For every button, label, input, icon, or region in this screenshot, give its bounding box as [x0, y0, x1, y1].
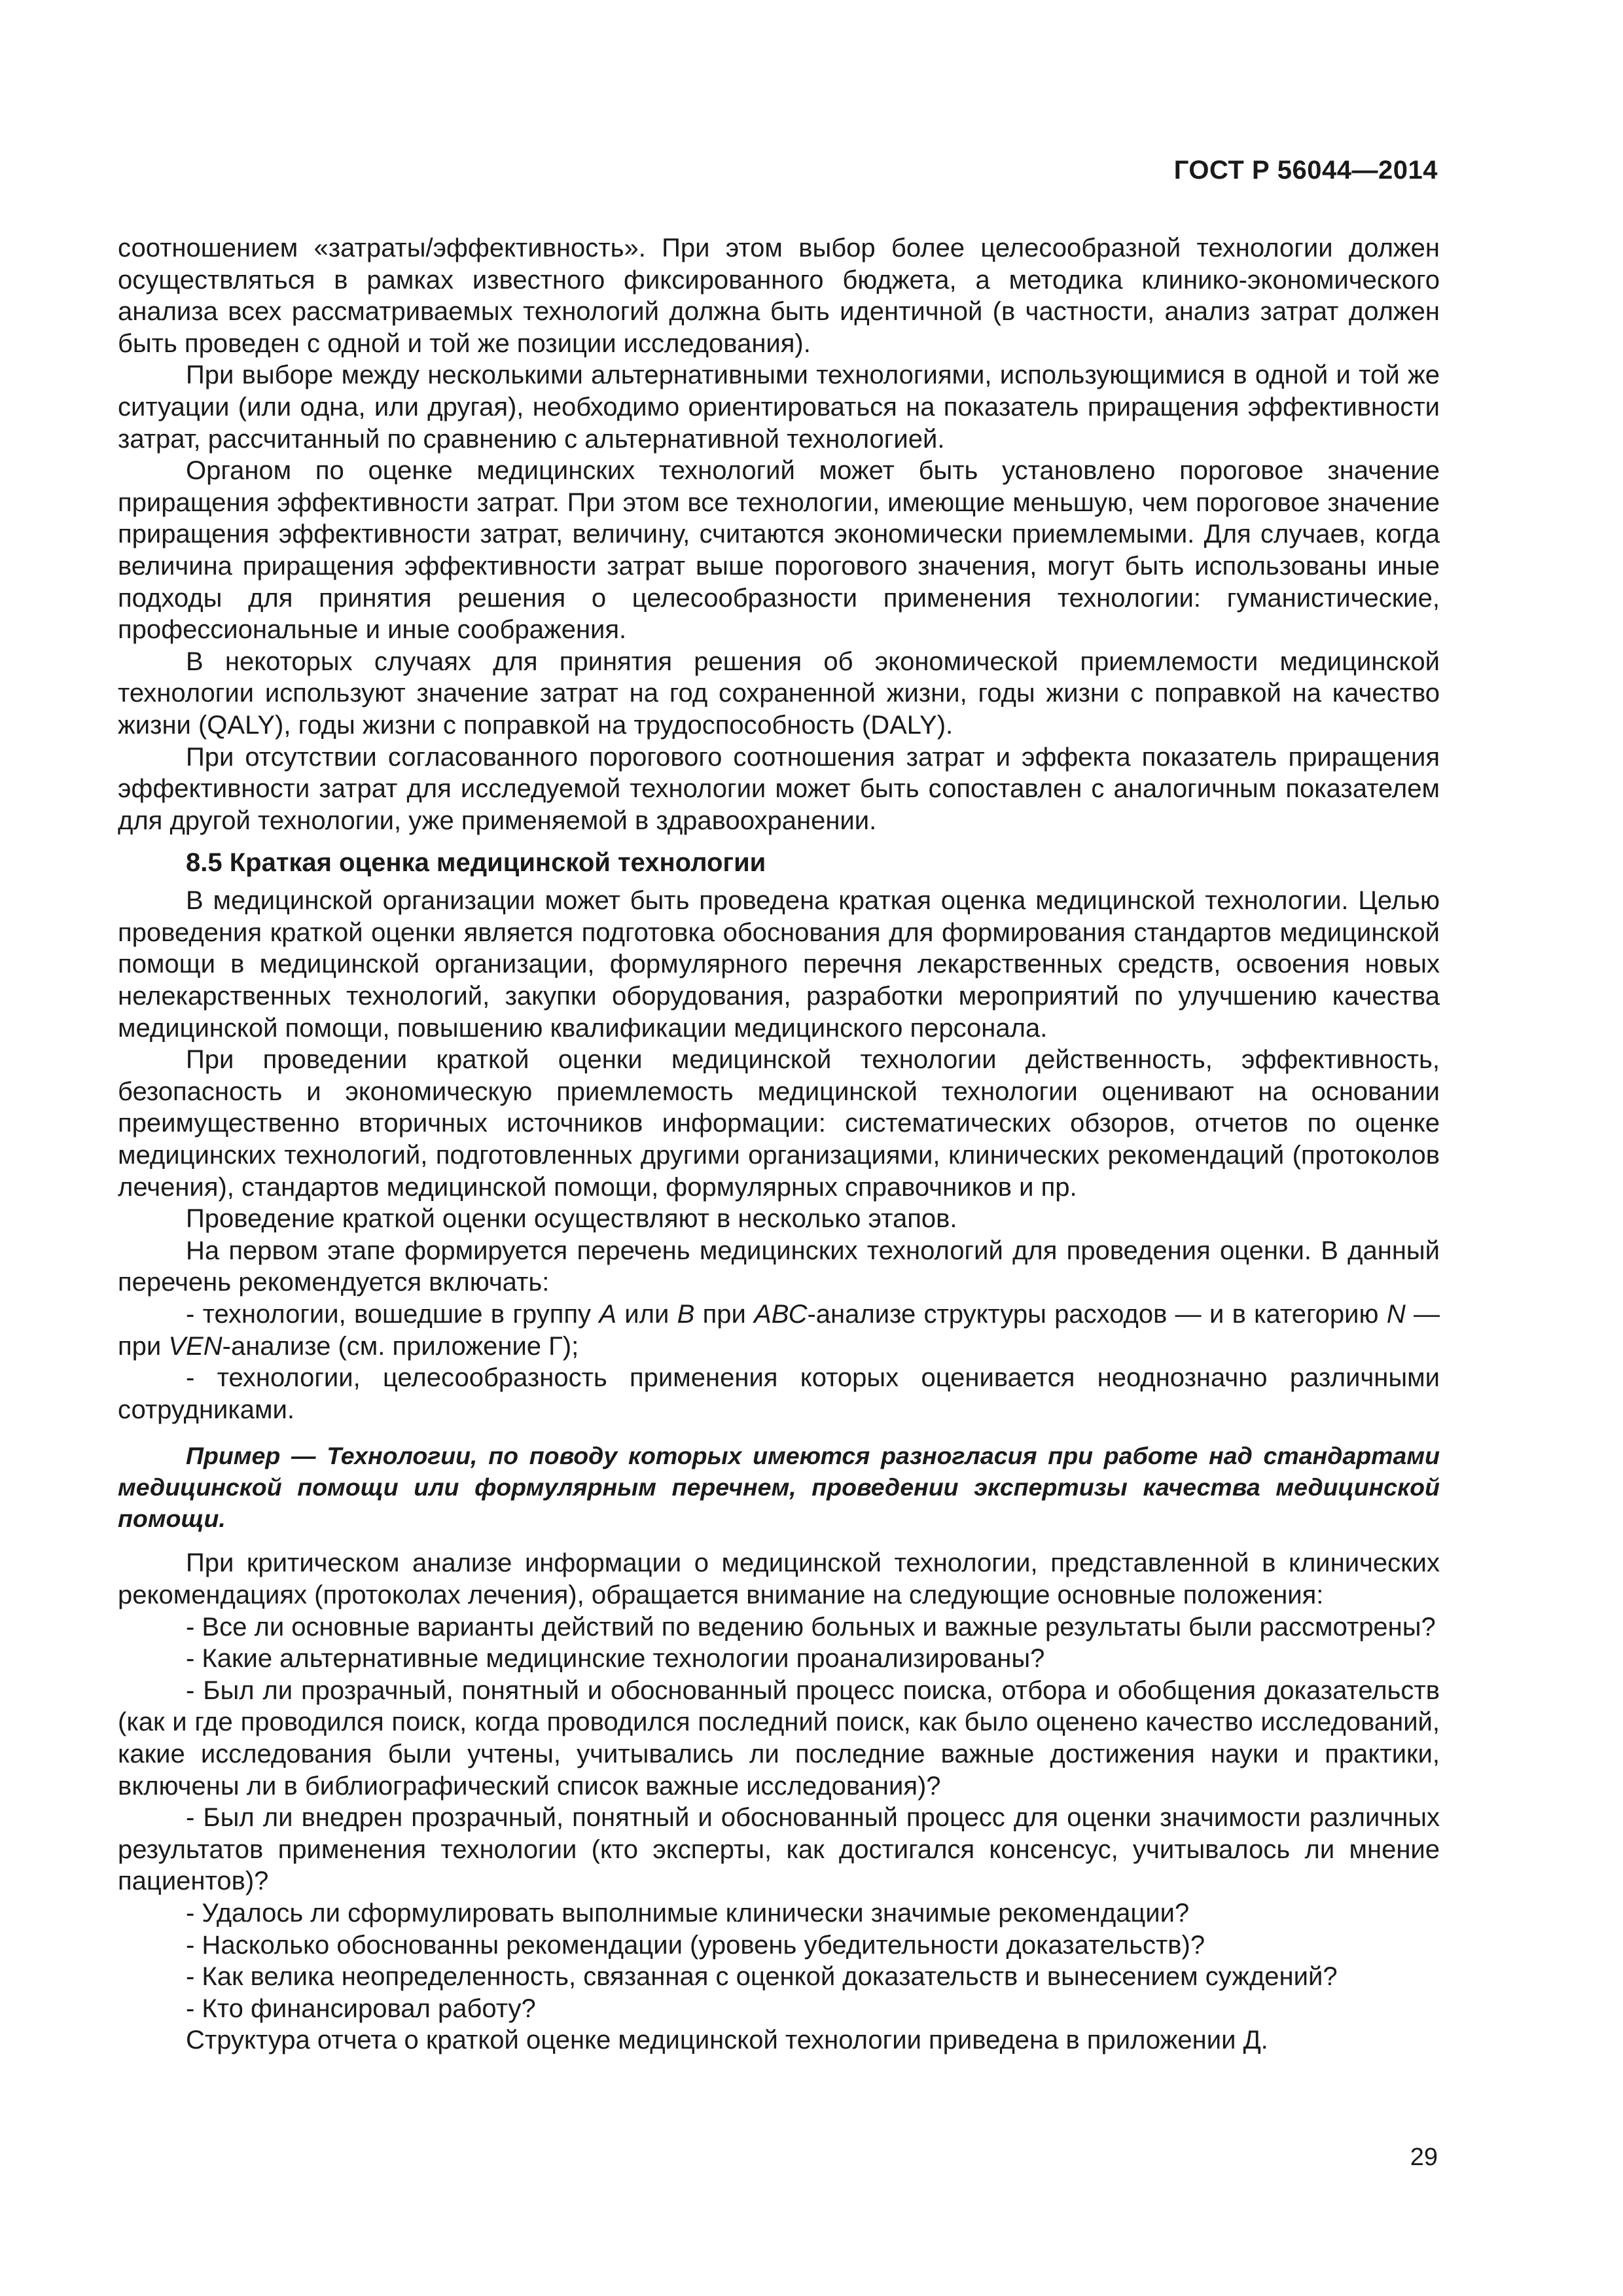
paragraph: При отсутствии согласованного порогового соотношения затрат и эффекта показатель приращения эффективности затрат для исследуемой технологии может быть сопоставлен с аналогичным показателем для другой технологии, уже применяемой в здравоохранении. [118, 742, 1440, 835]
list-item: - Насколько обоснованны рекомендации (уровень убедительности доказательств)? [186, 1930, 1205, 1960]
paragraph: Структура отчета о краткой оценке медицинской технологии приведена в приложении Д. [186, 2026, 1268, 2055]
paragraph: Органом по оценке медицинских технологий может быть установлено пороговое значение приращения эффективности затрат. При этом все технологии, имеющие меньшую, чем пороговое значение приращения эффективности затрат, величину, считаются экономически приемлемыми. Для случаев, когда величина приращения эффективности затрат выше порогового значения, могут быть использованы иные подходы для принятия решения о целесообразности применения технологии: гуманистические, профессиональные и иные соображения. [118, 456, 1440, 645]
list-item [118, 1299, 1440, 1362]
paragraph: В некоторых случаях для принятия решения об экономической приемлемости медицинской технологии используют значение затрат на год сохраненной жизни, годы жизни с поправкой на качество жизни (QALY), годы жизни с поправкой на трудоспособность (DALY). [118, 647, 1440, 740]
group-a-label: А [599, 1300, 617, 1329]
paragraph: В медицинской организации может быть проведена краткая оценка медицинской технологии. Целью проведения краткой оценки является подготовка обоснования для формирования стандартов медицинской помощи в медицинской организации, формулярного перечня лекарственных средств, освоения новых нелекарственных технологий, закупки оборудования, разработки мероприятий по улучшению качества медицинской помощи, повышению квалификации медицинского персонала. [118, 886, 1440, 1043]
paragraph: При выборе между несколькими альтернативными технологиями, использующимися в одной и той же ситуации (или одна, или другая), необходимо ориентироваться на показатель приращения эффективности затрат, рассчитанный по сравнению с альтернативной технологией. [118, 361, 1440, 454]
list-item-text: -анализе (см. приложение Г); [222, 1331, 579, 1361]
list-item-text: при [694, 1300, 755, 1329]
paragraph: соотношением «затраты/эффективность». При этом выбор более целесообразной технологии должен осуществляться в рамках известного фиксированного бюджета, а методика клинико-экономического анализа всех рассматриваемых технологий должна быть идентичной (в частности, анализ затрат должен быть проведен с одной и той же позиции исследования). [118, 234, 1440, 358]
list-item: - Как велика неопределенность, связанная с оценкой доказательств и вынесением суждений? [186, 1962, 1338, 1992]
ven-label: VEN [168, 1331, 223, 1361]
abc-label: АВС [754, 1300, 808, 1329]
list-item: - Был ли прозрачный, понятный и обоснованный процесс поиска, отбора и обобщения доказательств (как и где проводился поиск, когда проводился последний поиск, как было оценено качество исследований, какие исследования были учтены, учитывались ли последние важные достижения науки и практики, включены ли в библиографический список важные исследования)? [118, 1676, 1440, 1801]
list-item-text: или [616, 1300, 677, 1329]
category-n-label: N [1386, 1300, 1406, 1329]
list-item: - Все ли основные варианты действий по ведению больных и важные результаты были рассмотрены? [186, 1612, 1436, 1641]
list-item: - Был ли внедрен прозрачный, понятный и обоснованный процесс для оценки значимости различных результатов применения технологии (кто эксперты, как достигался консенсус, учитывалось ли мнение пациентов)? [118, 1803, 1440, 1896]
document-code-header: ГОСТ Р 56044—2014 [1173, 156, 1438, 185]
list-item: - Какие альтернативные медицинские технологии проанализированы? [186, 1644, 1045, 1674]
list-item-text: - технологии, вошедшие в группу [186, 1300, 599, 1329]
list-item-text: -анализе структуры расходов — и в категорию [807, 1300, 1387, 1329]
list-item-text: — при [118, 1300, 1440, 1361]
paragraph: При проведении краткой оценки медицинской технологии действенность, эффективность, безопасность и экономическую приемлемость медицинской технологии оценивают на основании преимущественно вторичных источников информации: систематических обзоров, отчетов по оценке медицинских технологий, подготовленных другими организациями, клинических рекомендаций (протоколов лечения), стандартов медицинской помощи, формулярных справочников и пр. [118, 1045, 1440, 1202]
list-item: - технологии, целесообразность применения которых оценивается неоднозначно различными сотрудниками. [118, 1363, 1440, 1424]
paragraph: На первом этапе формируется перечень медицинских технологий для проведения оценки. В данный перечень рекомендуется включать: [118, 1236, 1440, 1297]
page-body [118, 232, 1440, 2056]
list-item: - Удалось ли сформулировать выполнимые клинически значимые рекомендации? [186, 1898, 1190, 1928]
section-heading: 8.5 Краткая оценка медицинской технологии [186, 848, 766, 878]
group-b-label: В [677, 1300, 695, 1329]
paragraph: Проведение краткой оценки осуществляют в несколько этапов. [186, 1204, 957, 1234]
example-note: Пример — Технологии, по поводу которых имеются разногласия при работе над стандартами медицинской помощи или формулярным перечнем, проведении экспертизы качества медицинской помощи. [118, 1442, 1440, 1533]
page-number: 29 [1410, 2144, 1438, 2171]
list-item: - Кто финансировал работу? [186, 1994, 536, 2023]
paragraph: При критическом анализе информации о медицинской технологии, представленной в клинических рекомендациях (протоколах лечения), обращается внимание на следующие основные положения: [118, 1549, 1440, 1609]
